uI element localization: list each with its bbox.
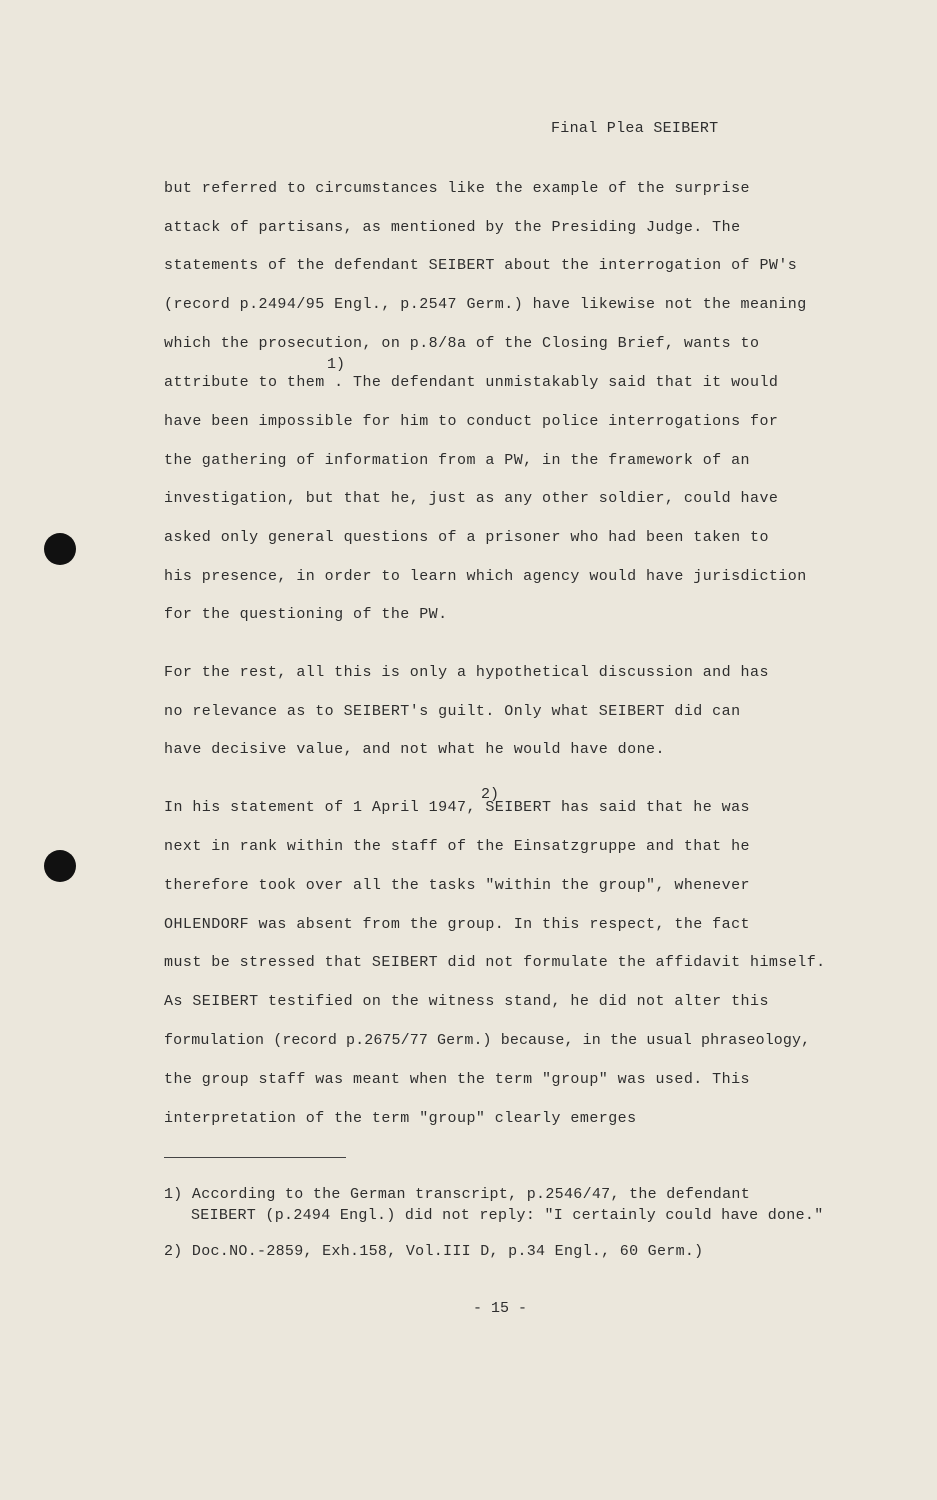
- text-line: but referred to circumstances like the example of the surprise: [164, 180, 750, 197]
- text-line: for the questioning of the PW.: [164, 606, 448, 623]
- page-number: - 15 -: [472, 1300, 527, 1317]
- text-line: (record p.2494/95 Engl., p.2547 Germ.) have likewise not the meaning: [164, 296, 807, 313]
- text-line: next in rank within the staff of the Einsatzgruppe and that he: [164, 838, 750, 855]
- text-line: attack of partisans, as mentioned by the Presiding Judge. The: [164, 219, 741, 236]
- text-line: which the prosecution, on p.8/8a of the Closing Brief, wants to: [164, 335, 760, 352]
- text-line: OHLENDORF was absent from the group. In this respect, the fact: [164, 916, 750, 933]
- text-line: his presence, in order to learn which agency would have jurisdiction: [164, 568, 807, 585]
- text-line: have decisive value, and not what he would have done.: [164, 741, 665, 758]
- footnote-mark-1: 1): [327, 356, 346, 373]
- text-line: In his statement of 1 April 1947, SEIBERT has said that he was: [164, 799, 750, 816]
- footnote-1-cont: SEIBERT (p.2494 Engl.) did not reply: "I certainly could have done.": [191, 1207, 824, 1224]
- text-line: For the rest, all this is only a hypothetical discussion and has: [164, 664, 769, 681]
- text-line: must be stressed that SEIBERT did not formulate the affidavit himself.: [164, 954, 826, 971]
- text-line: therefore took over all the tasks "within the group", whenever: [164, 877, 750, 894]
- footnote-mark-2: 2): [481, 786, 500, 803]
- footnote-2: 2) Doc.NO.-2859, Exh.158, Vol.III D, p.34 Engl., 60 Germ.): [164, 1243, 704, 1260]
- text-line: interpretation of the term "group" clearly emerges: [164, 1110, 637, 1127]
- text-line: the group staff was meant when the term "group" was used. This: [164, 1071, 750, 1088]
- text-line: the gathering of information from a PW, in the framework of an: [164, 452, 750, 469]
- punch-hole-bottom: [44, 850, 76, 882]
- footnote-separator: [164, 1157, 346, 1158]
- text-line: statements of the defendant SEIBERT about the interrogation of PW's: [164, 257, 798, 274]
- footnote-1: 1) According to the German transcript, p.2546/47, the defendant: [164, 1186, 750, 1203]
- text-line: asked only general questions of a prisoner who had been taken to: [164, 529, 769, 546]
- text-line: formulation (record p.2675/77 Germ.) because, in the usual phraseology,: [164, 1032, 811, 1049]
- text-line: As SEIBERT testified on the witness stand, he did not alter this: [164, 993, 769, 1010]
- text-line: have been impossible for him to conduct police interrogations for: [164, 413, 779, 430]
- punch-hole-top: [44, 533, 76, 565]
- text-line: no relevance as to SEIBERT's guilt. Only what SEIBERT did can: [164, 703, 741, 720]
- page-header: Final Plea SEIBERT: [551, 120, 719, 137]
- text-line: investigation, but that he, just as any other soldier, could have: [164, 490, 779, 507]
- text-line: attribute to them . The defendant unmistakably said that it would: [164, 374, 779, 391]
